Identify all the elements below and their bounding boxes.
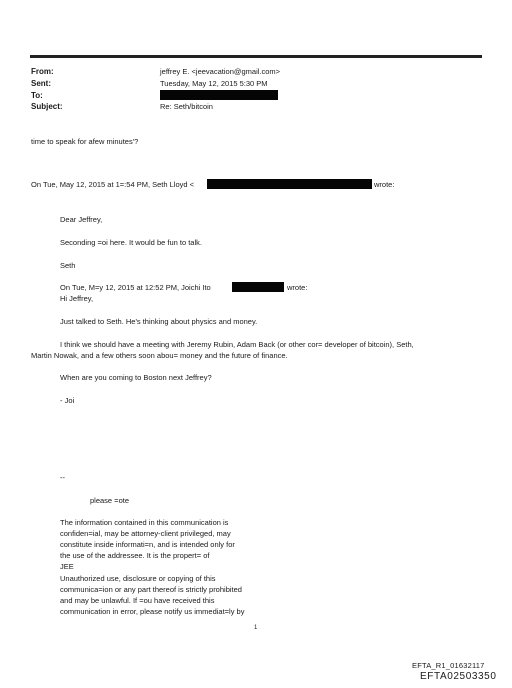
sent-value: Tuesday, May 12, 2015 5:30 PM xyxy=(160,79,268,88)
boston-line: When are you coming to Boston next Jeffrey? xyxy=(60,373,212,382)
from-value: jeffrey E. <jeevacation@gmail.com> xyxy=(160,67,281,76)
footer-id-2: EFTA02503350 xyxy=(420,671,497,682)
header-rule xyxy=(30,55,482,58)
subject-value: Re: Seth/bitcoin xyxy=(160,102,213,111)
meeting-line-2: Martin Nowak, and a few others soon abou= money and the future of finance. xyxy=(31,351,288,360)
quote1-prefix: On Tue, May 12, 2015 at 1=:54 PM, Seth Lloyd < xyxy=(31,180,195,189)
disclaimer-line: communication in error, please notify us immediat=ly by xyxy=(60,607,245,616)
meeting-line-1: I think we should have a meeting with Jeremy Rubin, Adam Back (or other cor= developer of bitcoin), Seth, xyxy=(60,340,414,349)
disclaimer-line: The information contained in this communication is xyxy=(60,518,229,527)
from-label: From: xyxy=(31,67,54,76)
quote2-redaction xyxy=(232,282,284,292)
disclaimer-line: Unauthorized use, disclosure or copying of this xyxy=(60,574,216,583)
footer-id-1: EFTA_R1_01632117 xyxy=(412,661,485,670)
quote2-prefix: On Tue, M=y 12, 2015 at 12:52 PM, Joichi Ito xyxy=(60,283,211,292)
seconding-line: Seconding =oi here. It would be fun to talk. xyxy=(60,238,202,247)
disclaimer-line: communica=ion or any part thereof is strictly prohibited xyxy=(60,585,242,594)
disclaimer-line: and may be unlawful. If =ou have received this xyxy=(60,596,215,605)
subject-label: Subject: xyxy=(31,102,63,111)
page-number: 1 xyxy=(254,625,258,631)
quote1-suffix: wrote: xyxy=(374,180,395,189)
to-redaction xyxy=(160,90,278,100)
quote2-suffix: wrote: xyxy=(287,283,308,292)
disclaimer-line: confiden=ial, may be attorney-client privileged, may xyxy=(60,529,231,538)
talked-line: Just talked to Seth. He's thinking about physics and money. xyxy=(60,317,258,326)
greeting-dear: Dear Jeffrey, xyxy=(60,215,103,224)
signature-seth: Seth xyxy=(60,261,76,270)
disclaimer-line: the use of the addressee. It is the propert= of xyxy=(60,551,210,560)
signature-joi: - Joi xyxy=(60,396,75,405)
quote1-redaction xyxy=(207,179,372,189)
separator-dashes: -- xyxy=(60,473,65,482)
to-label: To: xyxy=(31,91,43,100)
greeting-hi: Hi Jeffrey, xyxy=(60,294,94,303)
disclaimer-line: constitute inside informati=n, and is intended only for xyxy=(60,540,235,549)
sent-label: Sent: xyxy=(31,79,51,88)
please-note: please =ote xyxy=(90,496,129,505)
reply-line: time to speak for afew minutes'? xyxy=(31,137,139,146)
disclaimer-line: JEE xyxy=(60,562,74,571)
